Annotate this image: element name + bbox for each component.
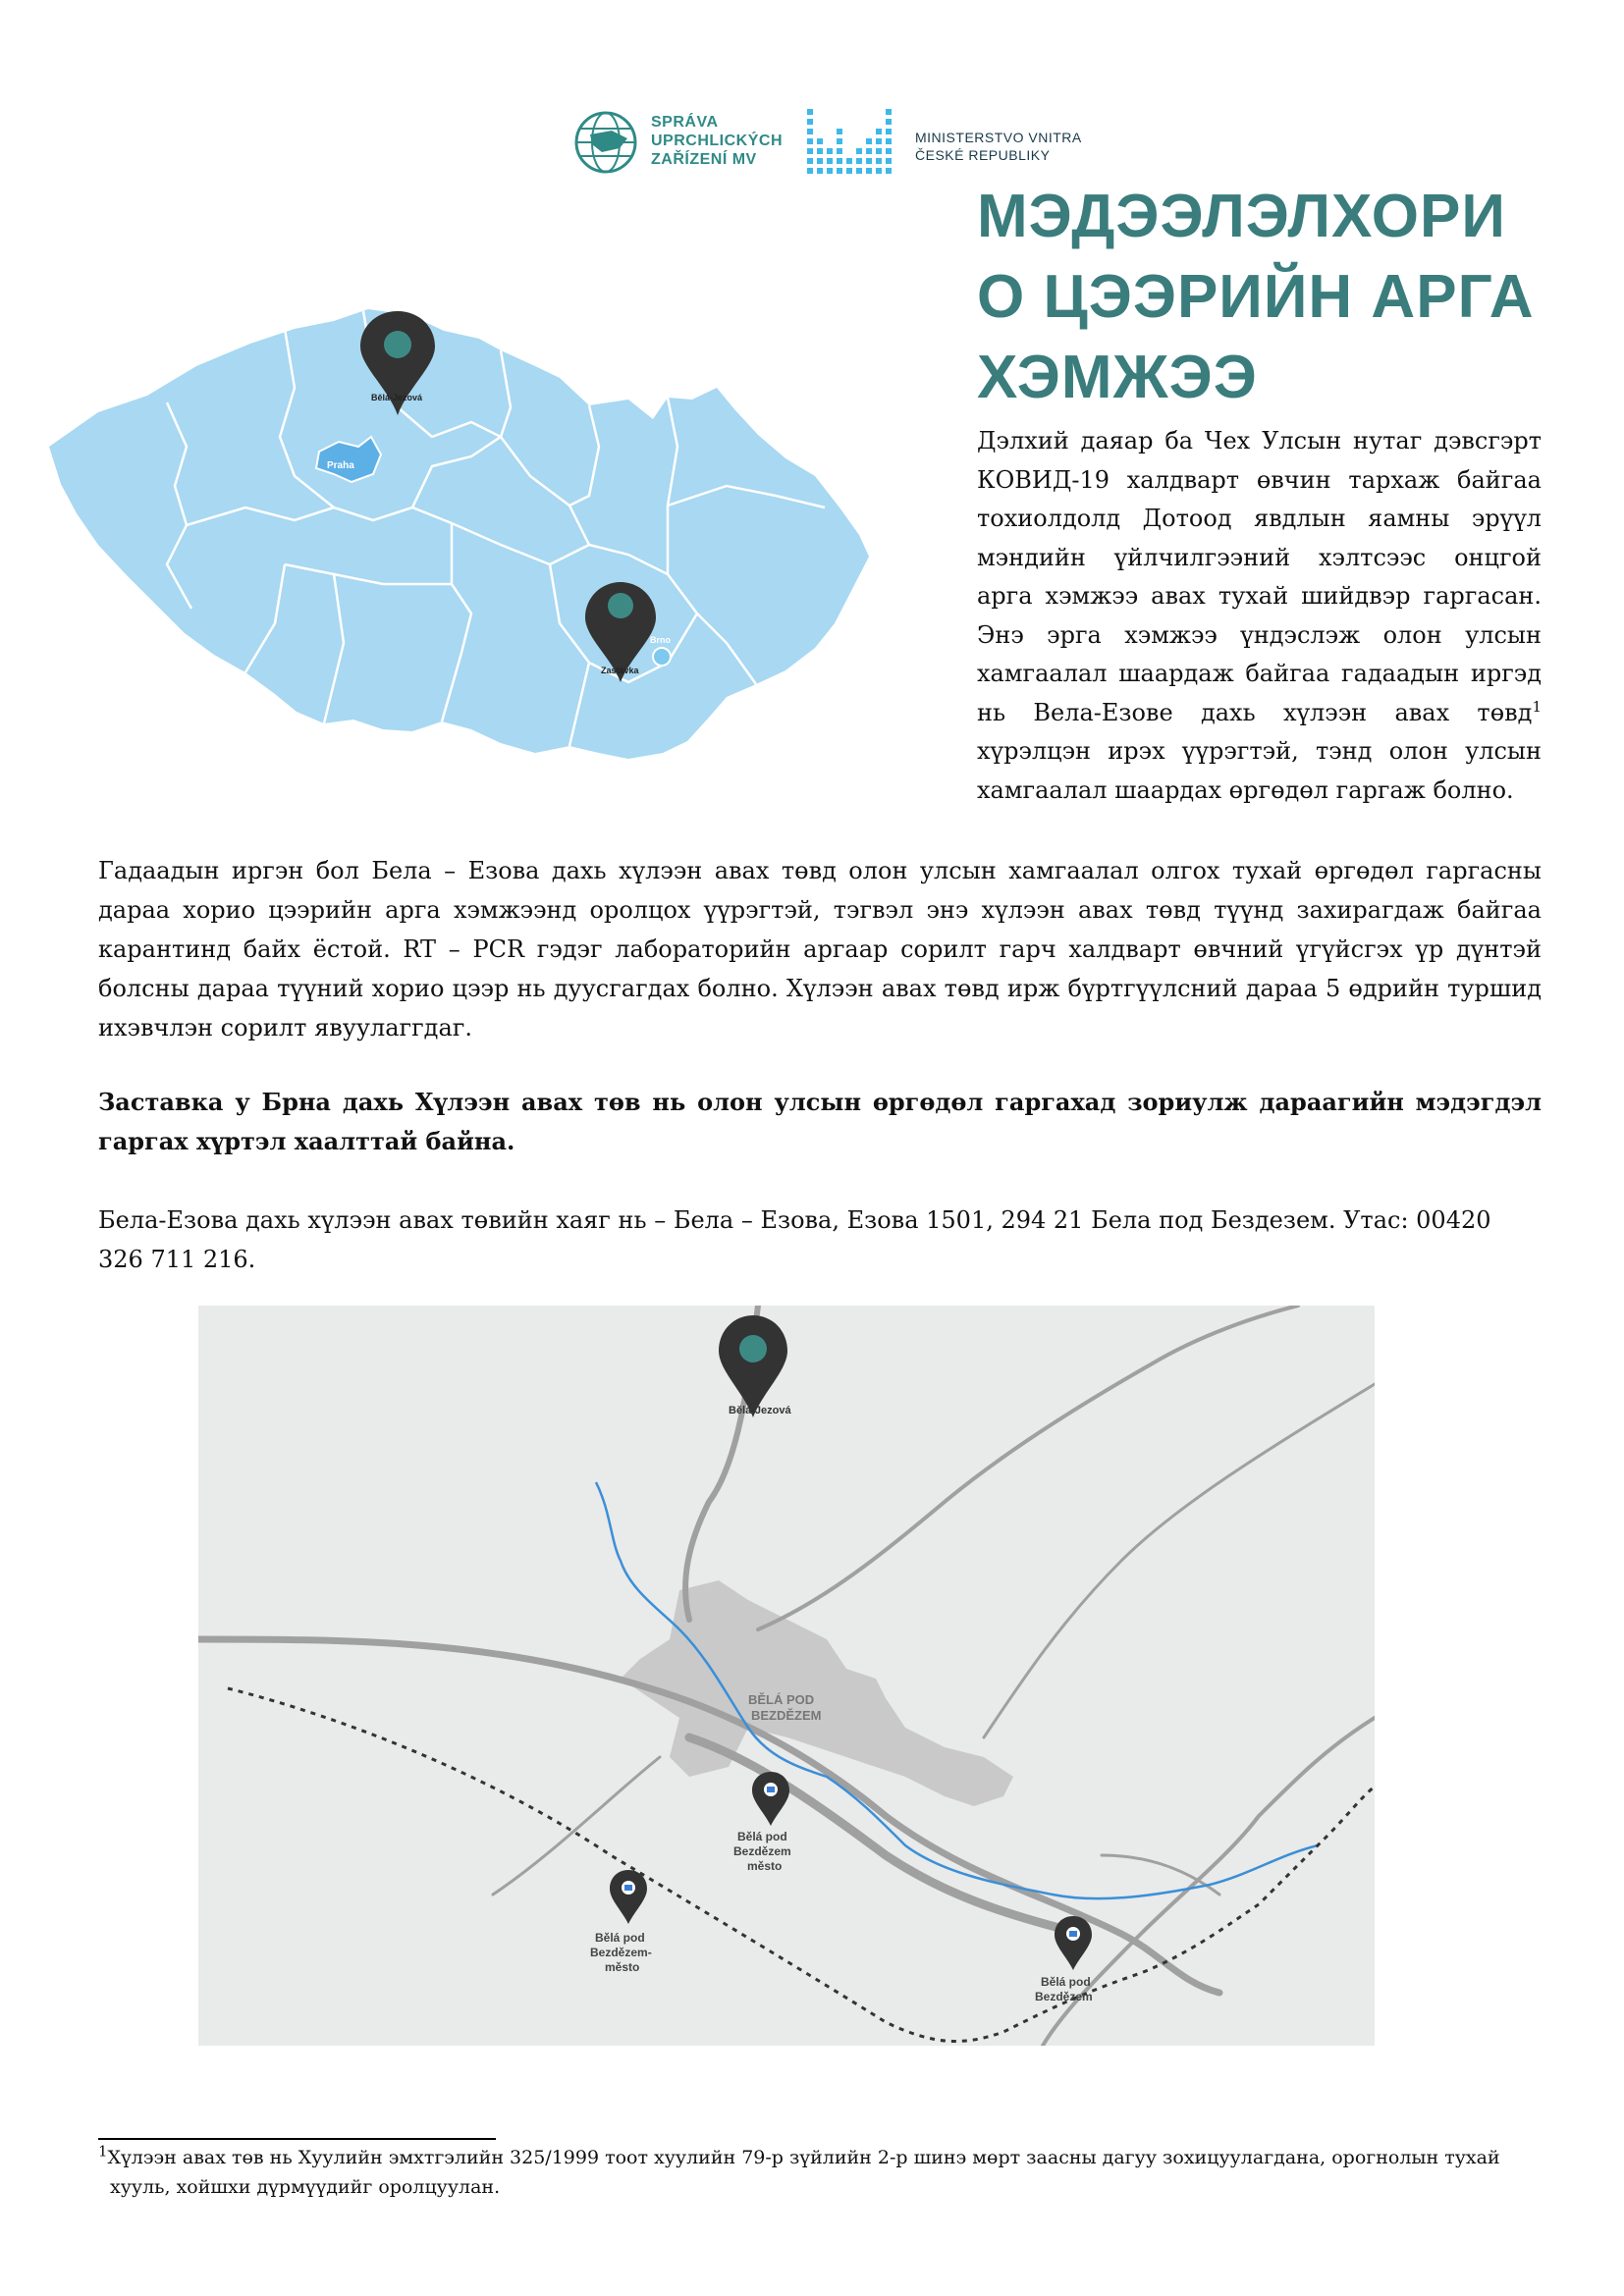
station-label: Bělá pod [1041,1975,1091,1989]
logo-line: UPRCHLICKÝCH [651,133,783,149]
bela-jezova-label: Bělá-Jezová [371,393,423,402]
logo-ministerstvo [805,105,1100,184]
bela-jezova-label: Bělá-Jezová [729,1405,791,1416]
logo-line: ČESKÉ REPUBLIKY [915,147,1051,163]
intro-text-after: хүрэлцэн ирэх үүрэгтэй, тэнд олон улсын хамгаалал шаардах өргөдөл гаргаж болно. [977,737,1542,804]
logo-line: ZAŘÍZENÍ MV [651,151,757,168]
footnote-rule [98,2138,496,2140]
station-label: Bezdězem- [590,1946,652,1959]
ministry-logo-icon [805,105,901,184]
czech-republic-map [39,250,962,780]
globe-logo-icon [572,109,639,176]
logo-line: MINISTERSTVO VNITRA [915,130,1082,145]
title-line: О ЦЭЭРИЙН АРГА [977,263,1535,331]
station-label: město [605,1960,640,1974]
station-label: Bezdězem [1035,1990,1093,2003]
footnote [98,2143,1542,2202]
station-label: Bezdězem [733,1844,791,1858]
title-line: МЭДЭЭЛЭЛХОРИ [977,183,1506,250]
footnote-text: Хүлээн авах төв нь Хуулийн эмхтгэлийн 325/1999 тоот хуулийн 79-р зүйлийн 2-р шинэ мөрт заасны дагуу зохицуулагдана, орогнолын тухай [107,2147,1500,2168]
title-line: ХЭМЖЭЭ [977,344,1258,411]
page-title [977,177,1586,418]
closure-notice: Заставка у Брна дахь Хүлээн авах төв нь олон улсын өргөдөл гаргахад зориулж дараагийн мэдэгдэл гаргах хүртэл хаалттай байна. [98,1088,1542,1155]
brno-label: Brno [650,635,671,645]
intro-text: Дэлхий даяар ба Чех Улсын нутаг дэвсгэрт КОВИД-19 халдварт өвчин тархаж байгаа тохиолдолд Дотоод явдлын яамны эрүүл мэндийн үйлчилгээний хэлтсээс онцгой арга хэмжээ авах тухай шийдвэр гаргасан. Энэ эрга хэмжээ үндэслэж олон улсын хамгаалал шаардаж байгаа гадаадын иргэд нь Вела-Езове дахь хүлээн авах төвд [977,427,1542,726]
logo-spravа [572,105,783,184]
praha-label: Praha [327,460,354,471]
local-area-map [198,1306,1375,2046]
town-label: BEZDĚZEM [751,1708,822,1723]
quarantine-paragraph: Гадаадын иргэн бол Бела – Езова дахь хүлээн авах төвд олон улсын хамгаалал олгох тухай өргөдөл гаргасны дараа хорио цээрийн арга хэмжээнд оролцох үүрэгтэй, тэгвэл энэ хүлээн авах төвд түүнд захирагдаж байгаа карантинд байх ёстой. RT – PCR гэдэг лабораторийн аргаар сорилт гарч халдварт өвчний үгүйсгэх үр дүнтэй болсны дараа түүний хорио цээр нь дуусгагдах болно. Хүлээн авах төвд ирж бүртгүүлсний дараа 5 өдрийн туршид ихэвчлэн сорилт явуулаггдаг. [98,857,1542,1041]
town-label: BĚLÁ POD [748,1692,815,1707]
zastavka-label: Zastávka [601,666,639,675]
station-label: Bělá pod [737,1830,787,1843]
footnote-text: хууль, хойшхи дүрмүүдийг оролцуулан. [110,2176,501,2198]
address-paragraph: Бела-Езова дахь хүлээн авах төвийн хаяг нь – Бела – Езова, Езова 1501, 294 21 Бела под Бездезем. Утас: 00420 326 711 216. [98,1206,1491,1273]
station-label: Bělá pod [595,1931,645,1945]
intro-paragraph [977,422,1542,810]
footnote-marker: 1 [98,2142,108,2161]
station-label: město [747,1859,783,1873]
footnote-ref: 1 [1532,697,1542,716]
country-shape [49,309,869,759]
logo-line: SPRÁVA [651,114,719,131]
brno-dot [653,648,671,666]
